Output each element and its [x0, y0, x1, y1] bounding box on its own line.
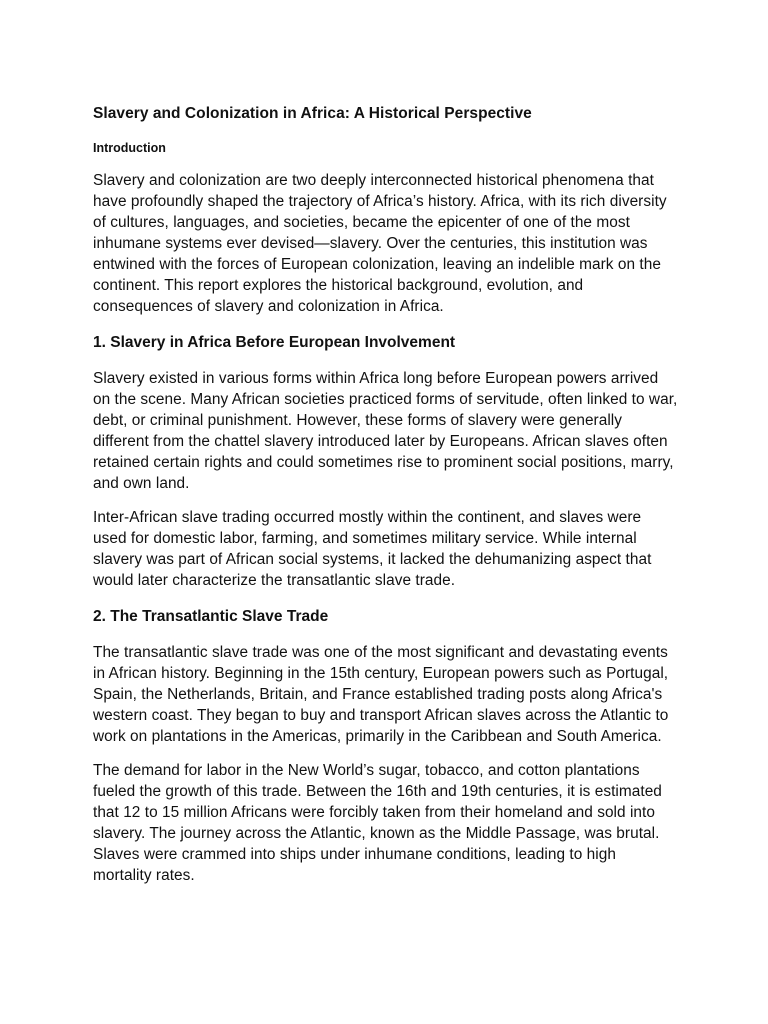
section-1-heading: 1. Slavery in Africa Before European Involvement [93, 334, 456, 351]
document-body [93, 103, 678, 886]
section-2-heading: 2. The Transatlantic Slave Trade [93, 608, 329, 625]
page-title: Slavery and Colonization in Africa: A Historical Perspective [93, 105, 532, 122]
section-2-paragraph-1: The transatlantic slave trade was one of the most significant and devastating events in African history. Beginning in the 15th century, European powers such as Portugal, Spain, the Netherlands, Britain, and France established trading posts along Africa's western coast. They began to buy and transport African slaves across the Atlantic to work on plantations in the Americas, primarily in the Caribbean and South America. [93, 644, 669, 745]
introduction-heading: Introduction [93, 141, 166, 155]
section-1-paragraph-1: Slavery existed in various forms within Africa long before European powers arrived on the scene. Many African societies practiced forms of servitude, often linked to war, debt, or criminal punishment. However, these forms of slavery were generally different from the chattel slavery introduced later by Europeans. African slaves often retained certain rights and could sometimes rise to prominent social positions, marry, and own land. [93, 370, 678, 492]
section-2-paragraph-2: The demand for labor in the New World’s sugar, tobacco, and cotton plantations fueled the growth of this trade. Between the 16th and 19th centuries, it is estimated that 12 to 15 million Africans were forcibly taken from their homeland and sold into slavery. The journey across the Atlantic, known as the Middle Passage, was brutal. Slaves were crammed into ships under inhumane conditions, leading to high mortality rates. [93, 762, 662, 884]
introduction-paragraph: Slavery and colonization are two deeply interconnected historical phenomena that have profoundly shaped the trajectory of Africa’s history. Africa, with its rich diversity of cultures, languages, and societies, became the epicenter of one of the most inhumane systems ever devised—slavery. Over the centuries, this institution was entwined with the forces of European colonization, leaving an indelible mark on the continent. This report explores the historical background, evolution, and consequences of slavery and colonization in Africa. [93, 172, 667, 315]
section-1-paragraph-2: Inter-African slave trading occurred mostly within the continent, and slaves were used for domestic labor, farming, and sometimes military service. While internal slavery was part of African social systems, it lacked the dehumanizing aspect that would later characterize the transatlantic slave trade. [93, 509, 652, 589]
